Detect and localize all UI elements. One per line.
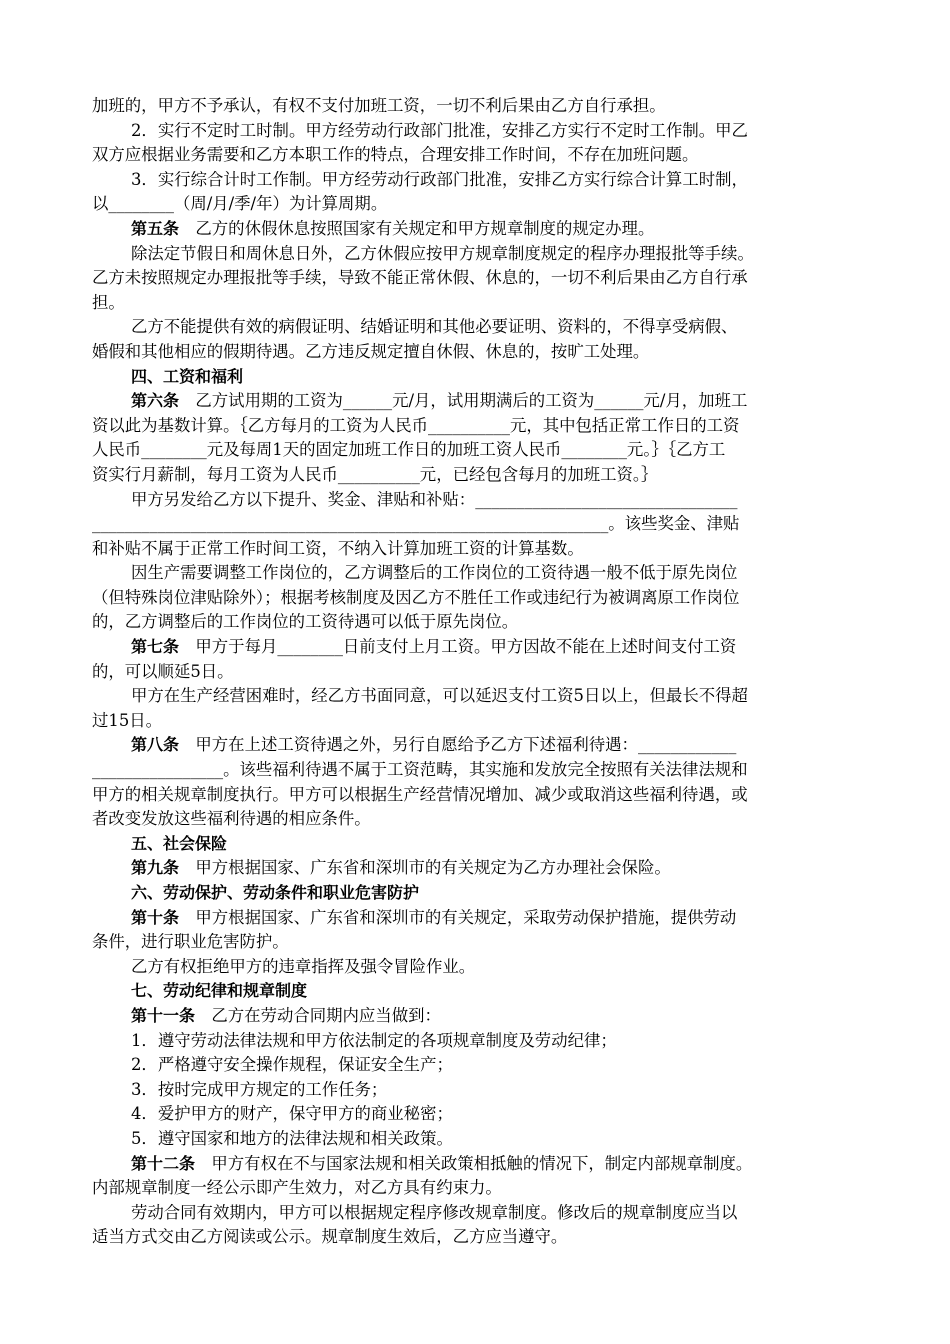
paragraph-line: 3．实行综合计时工作制。甲方经劳动行政部门批准，安排乙方实行综合计算工时制， [131,169,748,189]
paragraph-line: 乙方未按照规定办理报批等手续，导致不能正常休假、休息的，一切不利后果由乙方自行承 [92,268,748,288]
paragraph-line: 乙方有权拒绝甲方的违章指挥及强令冒险作业。 [131,956,476,976]
paragraph-line: 甲方在生产经营困难时，经乙方书面同意，可以延迟支付工资5日以上，但最长不得超 [131,686,748,706]
article-11-line [92,1004,860,1029]
article-7-line [92,635,860,660]
article-heading: 第五条 [131,218,180,238]
paragraph-line: 适当方式交由乙方阅读或公示。规章制度生效后，乙方应当遵守。 [92,1227,568,1247]
paragraph-line: 除法定节假日和周休息日外，乙方休假应按甲方规章制度规定的程序办理报批等手续。 [131,243,754,263]
paragraph-text: 甲方根据国家、广东省和深圳市的有关规定为乙方办理社会保险。 [195,858,671,878]
article-heading: 第六条 [131,391,180,411]
paragraph-line: 乙方不能提供有效的病假证明、结婚证明和其他必要证明、资料的，不得享受病假、 [131,317,738,337]
paragraph-line: 2．实行不定时工时制。甲方经劳动行政部门批准，安排乙方实行不定时工作制。甲乙 [131,120,748,140]
paragraph-text: 甲方根据国家、广东省和深圳市的有关规定，采取劳动保护措施，提供劳动 [195,907,737,927]
article-heading: 第十一条 [131,1005,196,1025]
paragraph-line: 劳动合同有效期内，甲方可以根据规定程序修改规章制度。修改后的规章制度应当以 [131,1202,738,1222]
paragraph-line: 甲方的相关规章制度执行。甲方可以根据生产经营情况增加、减少或取消这些福利待遇，或 [92,784,748,804]
paragraph-line: 甲方另发给乙方以下提升、奖金、津贴和补贴：________________________________ [131,489,738,509]
list-item: 1．遵守劳动法律法规和甲方依法制定的各项规章制度及劳动纪律； [131,1030,617,1050]
paragraph-text: 甲方在上述工资待遇之外，另行自愿给予乙方下述福利待遇：____________ [195,735,737,755]
paragraph-line: 过15日。 [92,710,163,730]
paragraph-text: 甲方有权在不与国家法规和相关政策相抵触的情况下，制定内部规章制度。 [211,1153,753,1173]
paragraph-text: 甲方于每月________日前支付上月工资。甲方因故不能在上述时间支付工资 [195,637,737,657]
list-item: 5．遵守国家和地方的法律法规和相关政策。 [131,1128,453,1148]
section-heading: 四、工资和福利 [131,366,244,386]
paragraph-text: 乙方试用期的工资为______元/月，试用期满后的工资为______元/月，加班工 [195,391,748,411]
paragraph-text: 乙方在劳动合同期内应当做到： [211,1005,441,1025]
article-6-line [92,389,860,414]
article-heading: 第七条 [131,637,180,657]
paragraph-line: 人民币________元及每周1天的固定加班工作日的加班工资人民币________元。｝｛乙方工 [92,440,726,460]
paragraph-line: 以________（周/月/季/年）为计算周期。 [92,194,388,214]
paragraph-line: 条件，进行职业危害防护。 [92,932,289,952]
paragraph-line: 双方应根据业务需要和乙方本职工作的特点，合理安排工作时间，不存在加班问题。 [92,145,699,165]
paragraph-line: （但特殊岗位津贴除外）；根据考核制度及因乙方不胜任工作或违纪行为被调离原工作岗位 [92,587,740,607]
list-item: 3．按时完成甲方规定的工作任务； [131,1079,388,1099]
article-heading: 第十条 [131,907,180,927]
paragraph-line: 内部规章制度一经公示即产生效力，对乙方具有约束力。 [92,1178,502,1198]
paragraph-line: 和补贴不属于正常工作时间工资，不纳入计算加班工资的计算基数。 [92,538,584,558]
article-9-line [92,856,860,881]
section-heading: 六、劳动保护、劳动条件和职业危害防护 [131,883,420,902]
article-heading: 第九条 [131,858,180,878]
section-heading: 五、社会保险 [131,833,228,853]
paragraph-line: 的，乙方调整后的工作岗位的工资待遇可以低于原先岗位。 [92,612,519,632]
section-heading: 七、劳动纪律和规章制度 [131,981,308,1001]
paragraph-line: _______________________________________________________________。该些奖金、津贴 [92,514,740,534]
article-12-line [92,1152,860,1177]
paragraph-line: 者改变发放这些福利待遇的相应条件。 [92,809,371,829]
article-heading: 第八条 [131,735,180,755]
article-8-line [92,733,860,758]
list-item: 2．严格遵守安全操作规程，保证安全生产； [131,1055,453,1075]
document-body [92,94,860,1250]
paragraph-line: ________________。该些福利待遇不属于工资范畴，其实施和发放完全按照有关法律法规和 [92,760,748,780]
article-heading: 第十二条 [131,1153,196,1173]
article-5-line [92,217,860,242]
paragraph-line: 加班的，甲方不予承认，有权不支付加班工资，一切不利后果由乙方自行承担。 [92,96,666,115]
article-10-line [92,906,860,931]
paragraph-line: 因生产需要调整工作岗位的，乙方调整后的工作岗位的工资待遇一般不低于原先岗位 [131,563,738,583]
paragraph-line: 资实行月薪制，每月工资为人民币__________元，已经包含每月的加班工资。｝ [92,464,658,484]
list-item: 4．爱护甲方的财产，保守甲方的商业秘密； [131,1104,453,1124]
paragraph-line: 资以此为基数计算。｛乙方每月的工资为人民币__________元，其中包括正常工作日的工资 [92,415,740,435]
paragraph-line: 担。 [92,292,125,312]
paragraph-text: 乙方的休假休息按照国家有关规定和甲方规章制度的规定办理。 [195,218,655,238]
paragraph-line: 的，可以顺延5日。 [92,661,234,681]
paragraph-line: 婚假和其他相应的假期待遇。乙方违反规定擅自休假、休息的，按旷工处理。 [92,341,650,361]
